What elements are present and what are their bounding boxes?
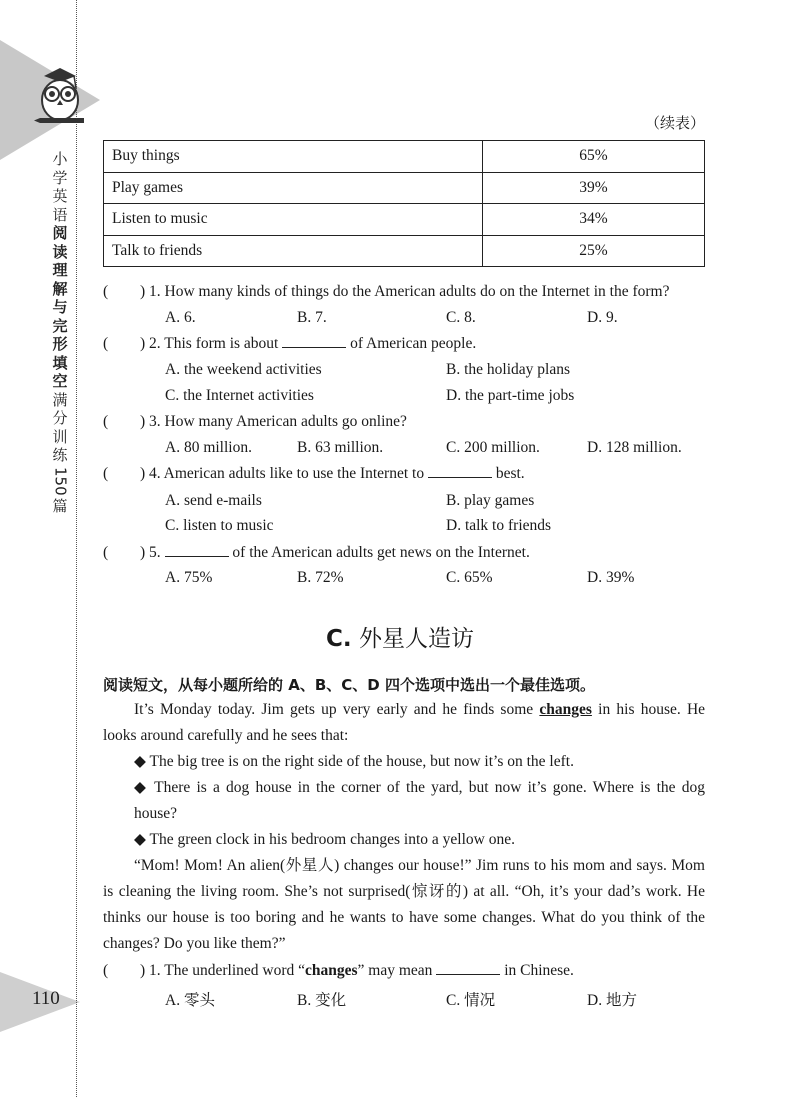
answer-paren: ( xyxy=(103,413,109,430)
question-5-stem-pre: ) 5. xyxy=(140,544,161,561)
table-row xyxy=(104,204,705,236)
section-c-question-1-stem xyxy=(140,962,574,980)
question-2-option-a: A. the weekend activities xyxy=(165,361,322,378)
answer-blank xyxy=(436,962,500,975)
question-1-option-d: D. 9. xyxy=(587,309,618,326)
para1-pre: It’s Monday today. Jim gets up very early and he finds some xyxy=(134,701,534,718)
question-5-option-d: D. 39% xyxy=(587,569,635,586)
answer-paren: ( xyxy=(103,544,109,561)
series-title-bold: 阅读理解与完形填空 xyxy=(52,224,68,390)
question-5-option-b: B. 72% xyxy=(297,569,344,586)
passage-bullet-2: ◆ There is a dog house in the corner of the yard, but now it’s gone. Where is the dog house? xyxy=(134,779,705,822)
internet-activity-table xyxy=(103,140,705,267)
percent-cell: 25% xyxy=(483,235,705,267)
series-title-part2: 满分训练 xyxy=(52,390,68,464)
question-2-option-c: C. the Internet activities xyxy=(165,387,314,404)
question-2-option-b: B. the holiday plans xyxy=(446,361,570,378)
series-title-part3: 篇 xyxy=(52,497,68,516)
question-3-option-b: B. 63 million. xyxy=(297,439,384,456)
page-number: 110 xyxy=(32,988,60,1009)
question-4-stem-post: best. xyxy=(495,465,525,482)
continued-label: （续表） xyxy=(644,114,705,132)
question-3-option-c: C. 200 million. xyxy=(446,439,540,456)
activity-cell: Listen to music xyxy=(104,204,483,236)
passage-bullet-1: ◆ The big tree is on the right side of the house, but now it’s on the left. xyxy=(134,753,574,770)
question-2-stem-pre: ) 2. This form is about xyxy=(140,335,279,352)
passage-paragraph-2: “Mom! Mom! An alien(外星人) changes our house!” Jim runs to his mom and says. Mom is cleaning the living room. She’s not surprised(惊讶的) at all. “Oh, it’s your dad’s work. He thinks our house is too boring and he wants to have some changes. What do you think of the changes? Do you like them?” xyxy=(103,857,705,952)
answer-paren: ( xyxy=(103,962,109,979)
owl-mascot-icon xyxy=(30,62,90,132)
series-title-part1: 小学英语 xyxy=(52,150,68,224)
c-q1-pre: ) 1. The underlined word “ xyxy=(140,962,305,979)
series-title-vertical xyxy=(49,150,71,516)
c-q1-post: in Chinese. xyxy=(504,962,574,979)
question-3-option-d: D. 128 million. xyxy=(587,439,682,456)
table-row xyxy=(104,141,705,173)
question-3-stem: ) 3. How many American adults go online? xyxy=(140,413,407,430)
question-5-option-c: C. 65% xyxy=(446,569,493,586)
question-5-option-a: A. 75% xyxy=(165,569,213,586)
question-1-option-c: C. 8. xyxy=(446,309,476,326)
c-question-1-option-a: A. 零头 xyxy=(165,992,215,1009)
table-row xyxy=(104,172,705,204)
section-c-title: 外星人造访 xyxy=(358,626,474,652)
answer-blank xyxy=(165,544,229,557)
section-c-instruction: 阅读短文，从每小题所给的 A、B、C、D 四个选项中选出一个最佳选项。 xyxy=(103,676,595,694)
activity-cell: Buy things xyxy=(104,141,483,173)
answer-paren: ( xyxy=(103,335,109,352)
c-question-1-option-d: D. 地方 xyxy=(587,992,637,1009)
question-4-option-b: B. play games xyxy=(446,492,535,509)
passage-paragraph-1 xyxy=(103,697,705,749)
question-4-option-a: A. send e-mails xyxy=(165,492,262,509)
question-1-option-a: A. 6. xyxy=(165,309,196,326)
answer-paren: ( xyxy=(103,283,109,300)
passage-bullet-3: ◆ The green clock in his bedroom changes into a yellow one. xyxy=(134,831,515,848)
answer-blank xyxy=(282,335,346,348)
margin-dotted-line xyxy=(76,0,77,1097)
question-3-option-a: A. 80 million. xyxy=(165,439,252,456)
answer-blank xyxy=(428,465,492,478)
percent-cell: 65% xyxy=(483,141,705,173)
c-q1-word: changes xyxy=(305,962,358,979)
question-2-option-d: D. the part-time jobs xyxy=(446,387,575,404)
question-4-option-c: C. listen to music xyxy=(165,517,274,534)
section-c-letter: C. xyxy=(326,626,352,652)
percent-cell: 34% xyxy=(483,204,705,236)
table-row xyxy=(104,235,705,267)
underlined-word-changes: changes xyxy=(539,701,592,718)
c-question-1-option-c: C. 情况 xyxy=(446,992,496,1009)
c-question-1-option-b: B. 变化 xyxy=(297,992,347,1009)
question-4-stem-pre: ) 4. American adults like to use the Internet to xyxy=(140,465,425,482)
answer-paren: ( xyxy=(103,465,109,482)
question-1-option-b: B. 7. xyxy=(297,309,327,326)
question-4-option-d: D. talk to friends xyxy=(446,517,552,534)
question-5-stem xyxy=(140,544,530,562)
question-2-stem-post: of American people. xyxy=(350,335,477,352)
question-4-stem xyxy=(140,465,525,483)
section-c-heading xyxy=(0,620,800,653)
c-q1-mid: ” may mean xyxy=(357,962,433,979)
activity-cell: Talk to friends xyxy=(104,235,483,267)
question-2-stem xyxy=(140,335,476,353)
question-5-stem-post: of the American adults get news on the Internet. xyxy=(232,544,530,561)
question-1-stem: ) 1. How many kinds of things do the American adults do on the Internet in the form? xyxy=(140,283,670,300)
para1-post: in his house. He looks around carefully and he sees that: xyxy=(103,701,706,744)
percent-cell: 39% xyxy=(483,172,705,204)
series-title-number: 150 xyxy=(51,466,70,496)
section-c-passage xyxy=(103,697,705,957)
activity-cell: Play games xyxy=(104,172,483,204)
